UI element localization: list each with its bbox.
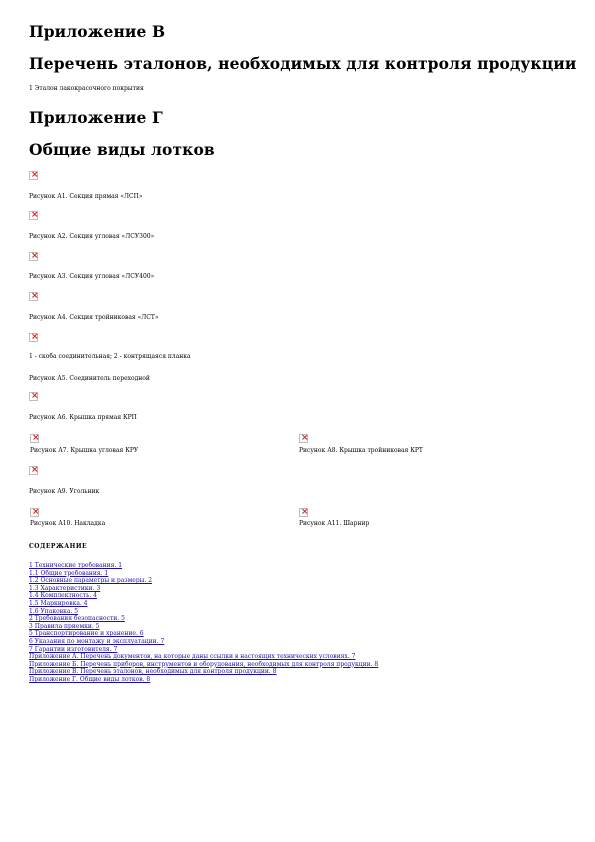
- toc-item[interactable]: [29, 676, 378, 684]
- toc-item[interactable]: [29, 630, 378, 638]
- toc-item[interactable]: [29, 585, 378, 593]
- etalon-item: 1 Эталон лакокрасочного покрытия: [29, 85, 144, 92]
- broken-image-icon: [30, 434, 39, 443]
- toc-link[interactable]: Приложение А. Перечень документов, на которые даны ссылки в настоящих технических условиях. 7: [29, 653, 356, 661]
- broken-image-icon: [29, 171, 38, 180]
- toc-link[interactable]: 1.5 Маркировка. 4: [29, 599, 88, 607]
- caption-legend: 1 - скоба соединительная; 2 - контрящаяся планка: [29, 353, 191, 360]
- caption-a9: Рисунок А9. Угольник: [29, 488, 100, 495]
- toc-link[interactable]: Приложение Г. Общие виды лотков. 8: [29, 675, 151, 683]
- toc-link[interactable]: 3 Правила приемки. 5: [29, 622, 100, 630]
- broken-image-icon: [299, 508, 308, 517]
- broken-image-icon: [29, 292, 38, 301]
- heading-etalons: Перечень эталонов, необходимых для контроля продукции: [29, 54, 577, 73]
- toc-item[interactable]: [29, 608, 378, 616]
- caption-a3: Рисунок А3. Секция угловая «ЛСУ400»: [29, 273, 155, 280]
- broken-image-icon: [299, 434, 308, 443]
- caption-a4: Рисунок А4. Секция тройниковая «ЛСТ»: [29, 314, 159, 321]
- caption-a6: Рисунок А6. Крышка прямая КРП: [29, 414, 137, 421]
- toc-item[interactable]: [29, 661, 378, 669]
- toc-item[interactable]: [29, 646, 378, 654]
- caption-a8: Рисунок А8. Крышка тройниковая КРТ: [299, 447, 423, 454]
- caption-a11: Рисунок А11. Шарнир: [299, 520, 370, 527]
- toc-link[interactable]: 1.6 Упаковка. 5: [29, 607, 79, 615]
- broken-image-icon: [29, 392, 38, 401]
- toc-link[interactable]: 1.3 Характеристики. 3: [29, 584, 101, 592]
- toc-item[interactable]: [29, 638, 378, 646]
- toc-link[interactable]: 7 Гарантии изготовителя. 7: [29, 645, 118, 653]
- toc-item[interactable]: [29, 653, 378, 661]
- heading-appendix-g: Приложение Г: [29, 108, 163, 127]
- table-of-contents: [29, 562, 378, 684]
- toc-item[interactable]: [29, 577, 378, 585]
- toc-item[interactable]: [29, 600, 378, 608]
- toc-link[interactable]: Приложение Б. Перечень приборов, инструментов и оборудования, необходимых для контроля продукции. 8: [29, 660, 379, 668]
- toc-link[interactable]: 5 Транспортирование и хранение. 6: [29, 630, 144, 638]
- caption-a2: Рисунок А2. Секция угловая «ЛСУ300»: [29, 233, 155, 240]
- toc-title: СОДЕРЖАНИЕ: [29, 543, 88, 550]
- toc-link[interactable]: 1 Технические требования. 1: [29, 562, 123, 569]
- toc-link[interactable]: 1.4 Комплектность. 4: [29, 592, 97, 600]
- broken-image-icon: [30, 508, 39, 517]
- broken-image-icon: [29, 466, 38, 475]
- toc-link[interactable]: 2 Требования безопасности. 5: [29, 615, 125, 623]
- toc-item[interactable]: [29, 562, 378, 570]
- toc-item[interactable]: [29, 615, 378, 623]
- broken-image-icon: [29, 333, 38, 342]
- caption-a5: Рисунок А5. Соединитель переходной: [29, 375, 150, 382]
- toc-link[interactable]: 1.1 Общие требования. 1: [29, 569, 109, 577]
- toc-item[interactable]: [29, 623, 378, 631]
- toc-link[interactable]: Приложение В. Перечень эталонов, необходимых для контроля продукции. 8: [29, 668, 277, 676]
- caption-a1: Рисунок А1. Секция прямая «ЛСП»: [29, 193, 143, 200]
- caption-a10: Рисунок А10. Накладка: [30, 520, 106, 527]
- toc-item[interactable]: [29, 570, 378, 578]
- toc-item[interactable]: [29, 592, 378, 600]
- toc-link[interactable]: 1.2 Основные параметры и размеры. 2: [29, 577, 153, 585]
- broken-image-icon: [29, 252, 38, 261]
- toc-link[interactable]: 6 Указания по монтажу и эксплуатации. 7: [29, 637, 165, 645]
- broken-image-icon: [29, 211, 38, 220]
- heading-general-views: Общие виды лотков: [29, 140, 215, 159]
- caption-a7: Рисунок А7. Крышка угловая КРУ: [30, 447, 139, 454]
- heading-appendix-v: Приложение В: [29, 22, 166, 41]
- toc-item[interactable]: [29, 668, 378, 676]
